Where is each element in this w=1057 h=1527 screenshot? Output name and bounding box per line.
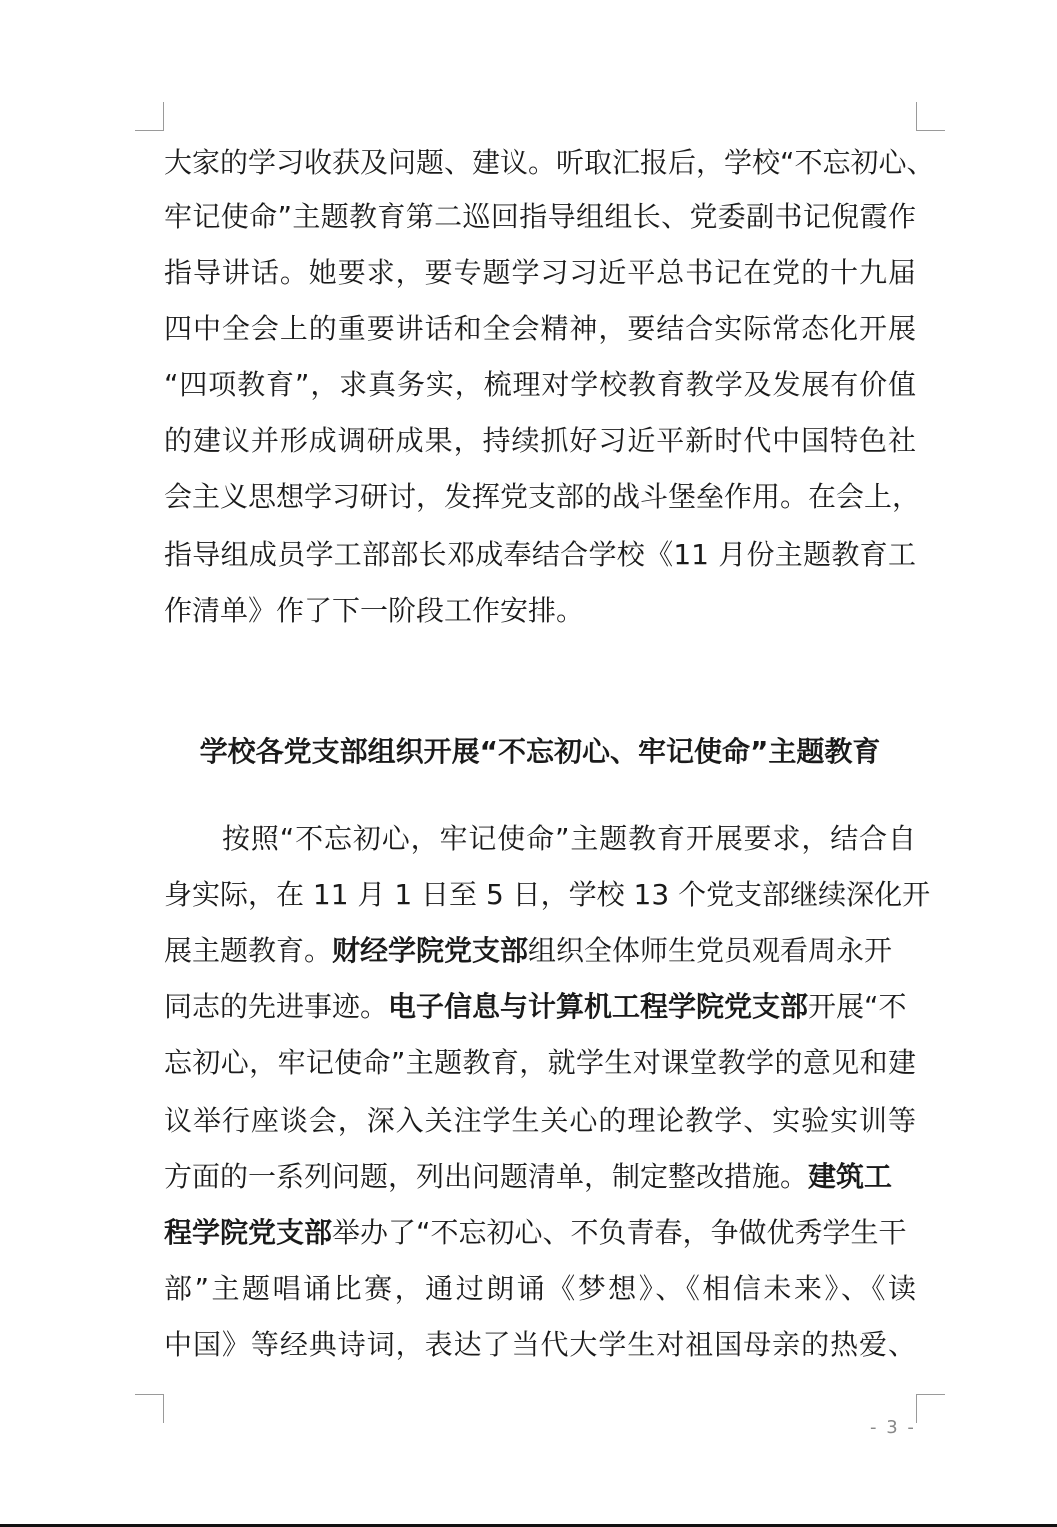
text-line: 指导组成员学工部部长邓成奉结合学校《11 月份主题教育工 bbox=[164, 538, 916, 571]
text-line: 按照“不忘初心，牢记使命”主题教育开展要求，结合自 bbox=[222, 822, 916, 855]
bold-branch-name: 财经学院党支部 bbox=[332, 934, 529, 967]
text-run: 展主题教育。 bbox=[164, 934, 333, 967]
text-line: 议举行座谈会，深入关注学生关心的理论教学、实验实训等 bbox=[164, 1104, 916, 1137]
text-line: 忘初心，牢记使命”主题教育，就学生对课堂教学的意见和建 bbox=[164, 1046, 916, 1079]
text-line: 指导讲话。她要求，要专题学习习近平总书记在党的十九届 bbox=[164, 256, 916, 289]
text-run: 举办了“不忘初心、不负青春，争做优秀学生干 bbox=[332, 1216, 907, 1249]
text-line: 中国》等经典诗词，表达了当代大学生对祖国母亲的热爱、 bbox=[164, 1328, 916, 1361]
text-line: 四中全会上的重要讲话和全会精神，要结合实际常态化开展 bbox=[164, 312, 916, 345]
text-line: 作清单》作了下一阶段工作安排。 bbox=[164, 594, 585, 627]
bold-branch-name: 程学院党支部 bbox=[164, 1216, 333, 1249]
text-line: 部”主题唱诵比赛，通过朗诵《梦想》、《相信未来》、《读 bbox=[164, 1272, 916, 1305]
text-line: 大家的学习收获及问题、建议。听取汇报后，学校“不忘初心、 bbox=[164, 146, 935, 179]
text-line: 的建议并形成调研成果，持续抓好习近平新时代中国特色社 bbox=[164, 424, 916, 457]
bold-branch-name: 电子信息与计算机工程学院党支部 bbox=[388, 990, 809, 1023]
text-run: 同志的先进事迹。 bbox=[164, 990, 389, 1023]
corner-mark-top-left bbox=[135, 102, 164, 131]
text-line bbox=[164, 1160, 916, 1194]
text-run: 开展“不 bbox=[808, 990, 907, 1023]
text-line: “四项教育”，求真务实，梳理对学校教育教学及发展有价值 bbox=[164, 368, 916, 401]
text-line bbox=[164, 1216, 916, 1250]
text-run: 方面的一系列问题，列出问题清单，制定整改措施。 bbox=[164, 1160, 809, 1193]
text-run: 组织全体师生党员观看周永开 bbox=[528, 934, 893, 967]
text-line bbox=[164, 934, 916, 968]
corner-mark-bottom-left bbox=[135, 1394, 164, 1423]
section-heading: 学校各党支部组织开展“不忘初心、牢记使命”主题教育 bbox=[199, 735, 881, 768]
corner-mark-bottom-right bbox=[916, 1394, 945, 1423]
text-line: 身实际，在 11 月 1 日至 5 日，学校 13 个党支部继续深化开 bbox=[164, 878, 931, 911]
corner-mark-top-right bbox=[916, 102, 945, 131]
page-number: - 3 - bbox=[870, 1417, 916, 1438]
text-line: 会主义思想学习研讨，发挥党支部的战斗堡垒作用。在会上， bbox=[164, 480, 921, 513]
text-line: 牢记使命”主题教育第二巡回指导组组长、党委副书记倪霞作 bbox=[164, 200, 916, 233]
bold-branch-name: 建筑工 bbox=[808, 1160, 893, 1193]
text-line bbox=[164, 990, 916, 1024]
